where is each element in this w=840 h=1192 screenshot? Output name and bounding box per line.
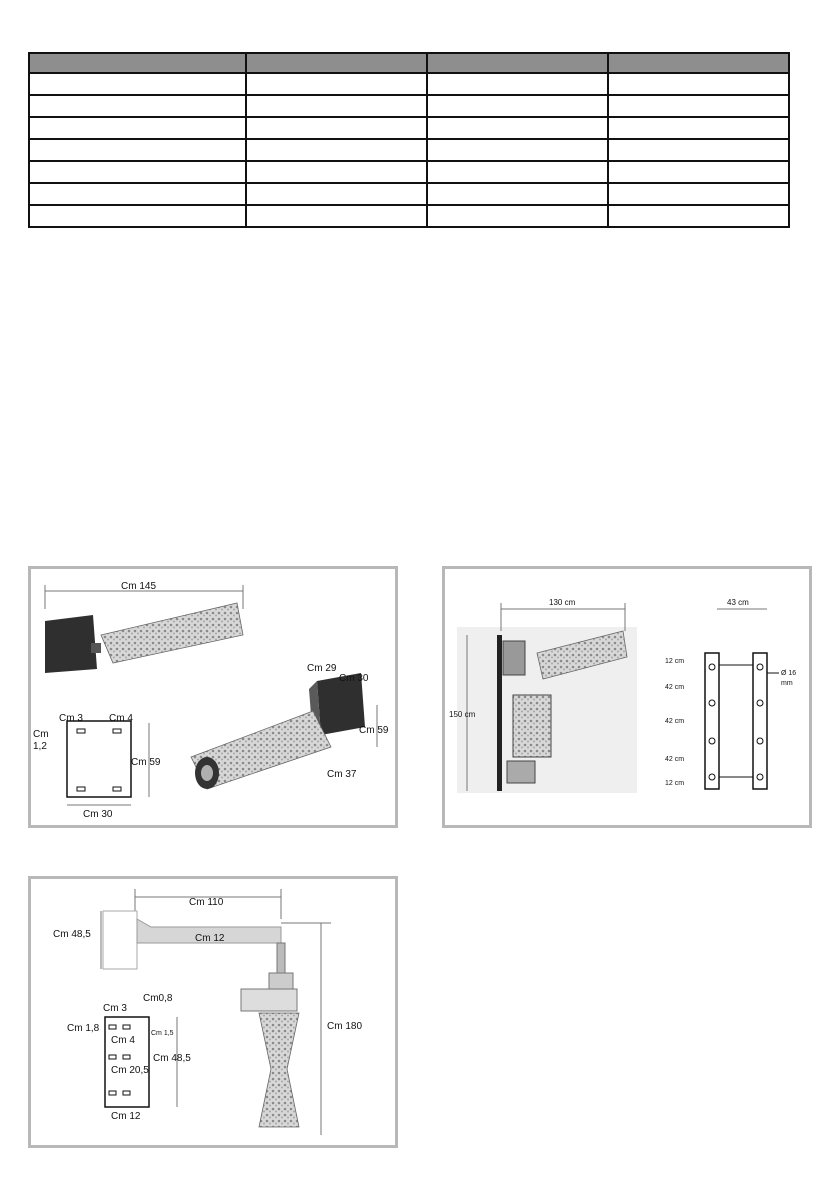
plate-left-a: Cm [33,729,49,740]
table-cell [427,205,608,227]
dim-height: Cm 180 [327,1021,363,1032]
dim-length: Cm 145 [121,581,157,592]
spacing-2: 42 cm [665,684,685,691]
bracket-width: 43 cm [727,598,749,607]
spacing-3: 42 cm [665,718,685,725]
box-width: Cm 29 [307,663,337,674]
table-cell [246,117,427,139]
table-cell [427,117,608,139]
figure-ceiling-arm-mount [28,876,398,1148]
plate-height: Cm 48,5 [153,1053,191,1064]
table-cell [427,139,608,161]
table-cell [246,95,427,117]
table-header-cell [29,53,246,73]
box-base: Cm 37 [327,769,357,780]
plate-mid: Cm 20,5 [111,1065,149,1076]
table-row [29,205,789,227]
hole-diameter: Ø 16 [781,670,797,677]
dim-arm: Cm 110 [189,897,224,908]
table-cell [608,139,789,161]
table-cell [427,73,608,95]
table-cell [427,183,608,205]
table-cell [29,117,246,139]
table-row [29,95,789,117]
plate-height: Cm 59 [131,757,161,768]
table-cell [427,95,608,117]
table-cell [29,73,246,95]
table-cell [29,205,246,227]
box-height: Cm 59 [359,725,389,736]
spacing-5: 12 cm [665,780,685,787]
punching-bag [101,603,243,663]
dim-height: 150 cm [449,710,476,719]
wall-plate [103,911,137,969]
figure-c-drawing [31,879,395,1145]
table-row [29,161,789,183]
wall-pole [497,635,502,791]
dim-arm: 130 cm [549,598,576,607]
hole-unit: mm [781,680,793,687]
table-row [29,139,789,161]
table-cell [246,161,427,183]
spec-table [28,52,790,228]
table-cell [29,139,246,161]
plate-top-2: Cm 4 [109,713,133,724]
table-cell [246,139,427,161]
punching-bag [259,1013,299,1127]
table-cell [246,73,427,95]
plate-left: Cm 1,8 [67,1023,100,1034]
plate-top: Cm 3 [103,1003,127,1014]
table-cell [246,205,427,227]
table-cell [608,161,789,183]
figure-wall-bracket-mount [442,566,812,828]
table-cell [608,73,789,95]
table-cell [246,183,427,205]
figure-a-drawing [31,569,395,825]
plate-width: Cm 30 [83,809,113,820]
box-depth: Cm 30 [339,673,369,684]
spacing-4: 42 cm [665,756,685,763]
table-cell [29,183,246,205]
table-cell [29,95,246,117]
plate-height-label: Cm 48,5 [53,929,91,940]
table-header-cell [608,53,789,73]
mount-plate [105,1017,149,1107]
table-row [29,73,789,95]
plate-top-1: Cm 3 [59,713,83,724]
plate-width: Cm 12 [111,1111,141,1122]
table-cell [29,161,246,183]
table-header-row [29,53,789,73]
figure-b-drawing [445,569,809,825]
plate-edge: Cm0,8 [143,993,173,1004]
plate-hole: Cm 4 [111,1035,135,1046]
table-header-cell [246,53,427,73]
beam-height: Cm 12 [195,933,225,944]
table-cell [608,117,789,139]
bag-stored [513,695,551,757]
table-header-cell [427,53,608,73]
mount-bracket [241,989,297,1011]
table-row [29,183,789,205]
bracket-left [705,653,719,789]
spacing-1: 12 cm [665,658,685,665]
plate-left-b: 1,2 [33,741,47,752]
table-row [29,117,789,139]
table-cell [608,95,789,117]
bracket-right [753,653,767,789]
wall-box [45,615,97,673]
plate-small: Cm 1,5 [151,1030,174,1037]
figure-ceiling-box-mount [28,566,398,828]
table-cell [608,205,789,227]
table-cell [608,183,789,205]
table-cell [427,161,608,183]
